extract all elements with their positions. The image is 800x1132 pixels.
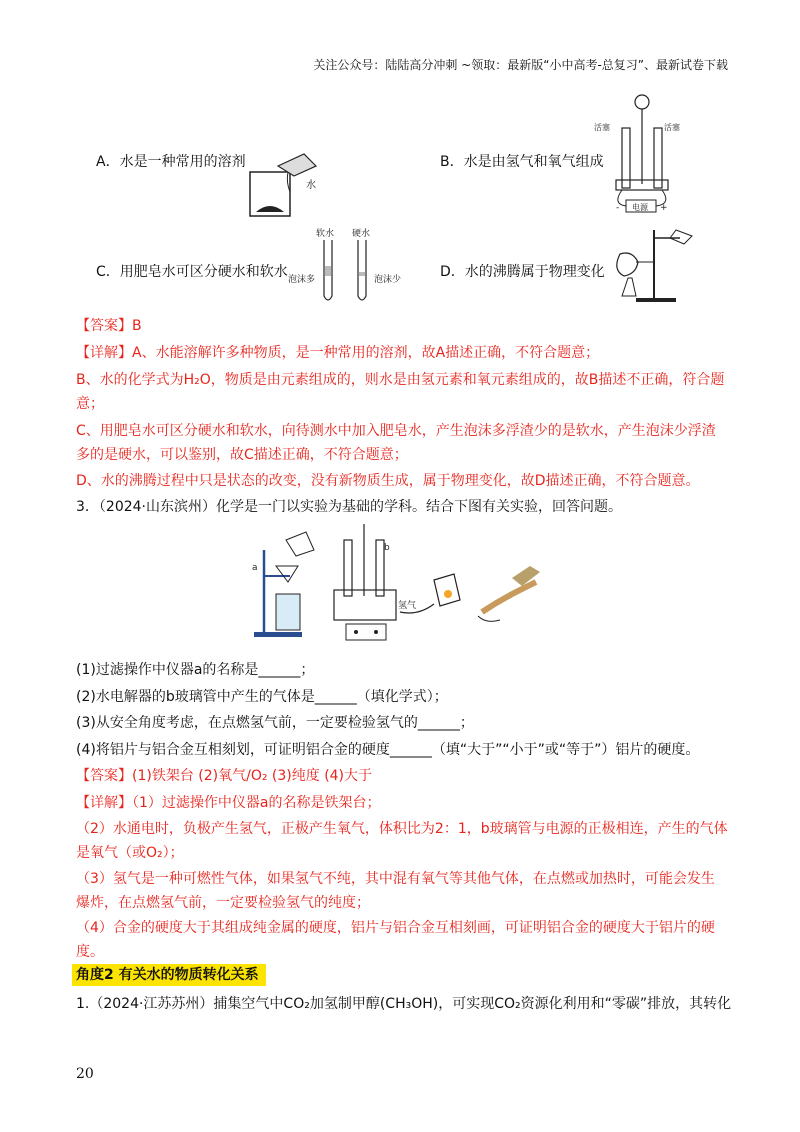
plus-label: + xyxy=(660,203,668,213)
foam-less-label: 泡沫少 xyxy=(374,275,402,285)
q2-detail-3b: 多的是硬水，可以鉴别，故C描述正确，不符合题意； xyxy=(76,447,408,463)
q2-answer xyxy=(76,316,142,336)
q3-detail-1 xyxy=(76,793,381,813)
q3-experiments-illustration xyxy=(250,520,550,644)
q3-detail-3b: 爆炸，在点燃氢气前，一定要检验氢气的纯度； xyxy=(76,895,370,911)
q2-answer-value: B xyxy=(132,318,142,334)
soap-test-illustration xyxy=(288,226,406,306)
b-label: b xyxy=(384,543,390,553)
piston-right-label: 活塞 xyxy=(664,123,680,132)
q2-detail-2a: B、水的化学式为H₂O，物质是由元素组成的，则水是由氢元素和氧元素组成的，故B描述不正确，符合题 xyxy=(76,372,725,388)
next-question-1: 1.（2024·江苏苏州）捕集空气中CO₂加氢制甲醇(CH₃OH)，可实现CO₂资源化利用和“零碳”排放，其转化 xyxy=(76,996,732,1012)
page-header: 关注公众号：陆陆高分冲刺 ~领取：最新版“小中高考-总复习”、最新试卷下载 xyxy=(313,58,728,72)
option-a-illustration xyxy=(244,148,324,222)
q3-detail-1-text: （1）过滤操作中仪器a的名称是铁架台； xyxy=(132,795,381,811)
q3-answer-tag: 【答案】 xyxy=(76,768,132,784)
boiling-illustration xyxy=(606,226,696,306)
option-a: A．水是一种常用的溶剂 xyxy=(96,154,246,170)
q2-detail-1 xyxy=(76,343,599,363)
hard-water-label: 硬水 xyxy=(352,229,371,239)
a-label: a xyxy=(252,563,258,573)
section-angle-heading: 角度2 有关水的物质转化关系 xyxy=(72,964,266,986)
option-d: D．水的沸腾属于物理变化 xyxy=(440,264,605,280)
q2-detail-2b: 意； xyxy=(76,396,104,412)
q2-detail-4: D、水的沸腾过程中只是状态的改变，没有新物质生成，属于物理变化，故D描述正确，不符合题意。 xyxy=(76,473,700,489)
q3-part-3: (3)从安全角度考虑，在点燃氢气前，一定要检验氢气的______； xyxy=(76,715,474,731)
option-b: B．水是由氢气和氧气组成 xyxy=(440,154,604,170)
q3-part-1: (1)过滤操作中仪器a的名称是______； xyxy=(76,662,315,678)
q3-detail-4a: （4）合金的硬度大于其组成纯金属的硬度，铝片与铝合金互相刻画，可证明铝合金的硬度大于铝片的硬 xyxy=(76,920,715,936)
minus-label: - xyxy=(616,203,620,213)
q3-detail-3a: （3）氢气是一种可燃性气体，如果氢气不纯，其中混有氧气等其他气体，在点燃或加热时，可能会发生 xyxy=(76,871,715,887)
q3-detail-tag: 【详解】 xyxy=(76,795,132,811)
q3-part-4: (4)将铝片与铝合金互相刻划，可证明铝合金的硬度______（填“大于”“小于”或“等于”）铝片的硬度。 xyxy=(76,742,700,758)
q3-detail-2a: （2）水通电时，负极产生氢气，正极产生氧气，体积比为2：1，b玻璃管与电源的正极相连，产生的气体 xyxy=(76,821,728,837)
option-c: C．用肥皂水可区分硬水和软水 xyxy=(96,264,288,280)
q2-detail-3a: C、用肥皂水可区分硬水和软水，向待测水中加入肥皂水，产生泡沫多浮渣少的是软水，产生泡沫少浮渣 xyxy=(76,423,716,439)
q3-detail-4b: 度。 xyxy=(76,944,104,960)
hydrogen-label: 氢气 xyxy=(398,601,417,611)
q3-title: 3．（2024·山东滨州）化学是一门以实验为基础的学科。结合下图有关实验，回答问题。 xyxy=(76,499,622,515)
soft-water-label: 软水 xyxy=(316,229,335,239)
q3-answer-value: (1)铁架台 (2)氧气/O₂ (3)纯度 (4)大于 xyxy=(132,768,373,784)
power-label: 电源 xyxy=(632,203,648,212)
electrolysis-illustration xyxy=(592,94,684,218)
q3-part-2: (2)水电解器的b玻璃管中产生的气体是______（填化学式）； xyxy=(76,689,448,705)
piston-left-label: 活塞 xyxy=(594,123,610,132)
q2-detail-tag: 【详解】 xyxy=(76,345,132,361)
q2-answer-tag: 【答案】 xyxy=(76,318,132,334)
water-label: 水 xyxy=(306,180,316,191)
page-number: 20 xyxy=(76,1066,94,1082)
q3-detail-2b: 是氧气（或O₂）； xyxy=(76,845,184,861)
q3-answer xyxy=(76,766,372,786)
q2-detail-1-text: A、水能溶解许多种物质，是一种常用的溶剂，故A描述正确，不符合题意； xyxy=(132,345,600,361)
foam-more-label: 泡沫多 xyxy=(288,275,316,285)
